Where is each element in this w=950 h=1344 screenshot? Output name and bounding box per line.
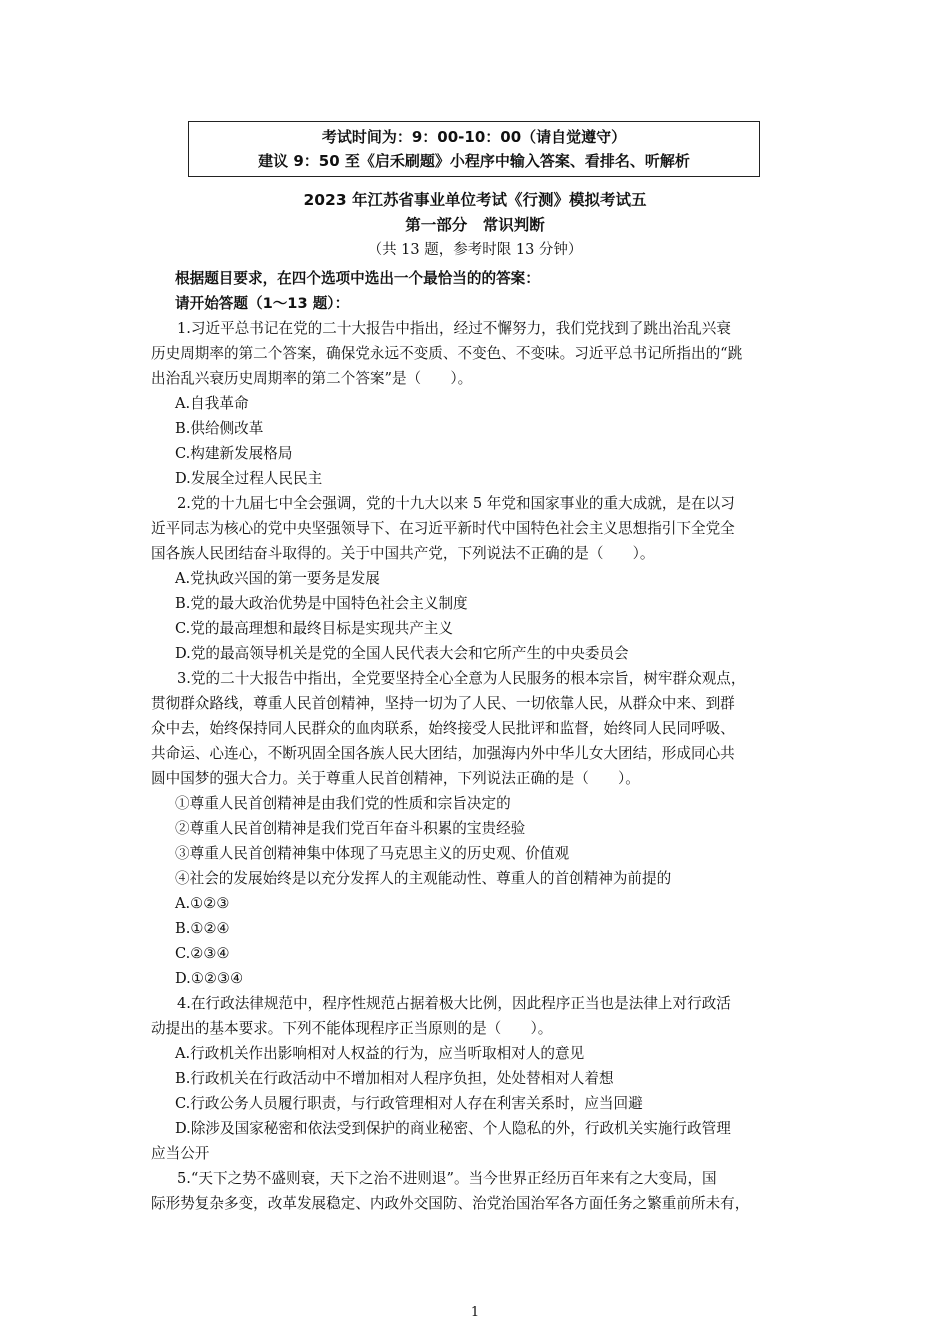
instruction-text: 根据题目要求，在四个选项中选出一个最恰当的的答案：	[175, 270, 540, 287]
q1-line-3: 出治乱兴衰历史周期率的第二个答案”是（ ）。	[151, 370, 473, 387]
q4-line-1: 4.在行政法律规范中，程序性规范占据着极大比例，因此程序正当也是法律上对行政活	[177, 995, 731, 1012]
section-heading: 第一部分 常识判断	[405, 216, 545, 234]
q3-line-2: 贯彻群众路线，尊重人民首创精神，坚持一切为了人民、一切依靠人民，从群众中来、到群	[151, 695, 735, 712]
q4-option-a: A.行政机关作出影响相对人权益的行为，应当听取相对人的意见	[175, 1045, 585, 1062]
q1-line-2: 历史周期率的第二个答案，确保党永远不变质、不变色、不变味。习近平总书记所指出的“跳	[151, 345, 743, 362]
q4-option-b: B.行政机关在行政活动中不增加相对人程序负担，处处替相对人着想	[175, 1070, 614, 1087]
q3-line-5: 圆中国梦的强大合力。关于尊重人民首创精神，下列说法正确的是（ ）。	[151, 770, 640, 787]
notice-line-1: 考试时间为：9：00-10：00（请自觉遵守）	[321, 128, 627, 146]
q1-line-1: 1.习近平总书记在党的二十大报告中指出，经过不懈努力，我们党找到了跳出治乱兴衰	[177, 320, 731, 337]
q1-option-a: A.自我革命	[175, 395, 249, 412]
q1-option-d: D.发展全过程人民民主	[175, 470, 323, 487]
q5-line-2: 际形势复杂多变，改革发展稳定、内政外交国防、治党治国治军各方面任务之繁重前所未有，	[151, 1195, 750, 1212]
exam-time-notice-box	[188, 121, 760, 177]
q1-option-c: C.构建新发展格局	[175, 445, 293, 462]
notice-line-2: 建议 9：50 至《启禾刷题》小程序中输入答案、看排名、听解析	[258, 152, 690, 170]
q5-line-1: 5.“天下之势不盛则衰，天下之治不进则退”。当今世界正经历百年来有之大变局，国	[177, 1170, 717, 1187]
q2-line-2: 近平同志为核心的党中央坚强领导下、在习近平新时代中国特色社会主义思想指引下全党全	[151, 520, 735, 537]
q3-option-c: C.②③④	[175, 945, 230, 962]
document-body	[151, 266, 815, 1216]
section-subtitle: （共 13 题，参考时限 13 分钟）	[367, 242, 583, 258]
q3-option-b: B.①②④	[175, 920, 230, 937]
q3-option-a: A.①②③	[175, 895, 230, 912]
q3-statement-3: ③尊重人民首创精神集中体现了马克思主义的历史观、价值观	[175, 845, 570, 862]
page-number: 1	[470, 1305, 480, 1320]
q2-line-3: 国各族人民团结奋斗取得的。关于中国共产党，下列说法不正确的是（ ）。	[151, 545, 655, 562]
start-text: 请开始答题（1～13 题）：	[175, 295, 350, 312]
q2-option-b: B.党的最大政治优势是中国特色社会主义制度	[175, 595, 468, 612]
q3-line-1: 3.党的二十大报告中指出，全党要坚持全心全意为人民服务的根本宗旨，树牢群众观点，	[177, 670, 746, 687]
q3-option-d: D.①②③④	[175, 970, 244, 987]
q1-option-b: B.供给侧改革	[175, 420, 264, 437]
q3-line-3: 众中去，始终保持同人民群众的血肉联系，始终接受人民批评和监督，始终同人民同呼吸、	[151, 720, 735, 737]
q3-statement-4: ④社会的发展始终是以充分发挥人的主观能动性、尊重人的首创精神为前提的	[175, 870, 672, 887]
q2-option-d: D.党的最高领导机关是党的全国人民代表大会和它所产生的中央委员会	[175, 645, 629, 662]
q4-option-c: C.行政公务人员履行职责，与行政管理相对人存在利害关系时，应当回避	[175, 1095, 643, 1112]
q3-statement-2: ②尊重人民首创精神是我们党百年奋斗积累的宝贵经验	[175, 820, 526, 837]
q2-line-1: 2.党的十九届七中全会强调，党的十九大以来 5 年党和国家事业的重大成就，是在以习	[177, 495, 735, 512]
q4-line-2: 动提出的基本要求。下列不能体现程序正当原则的是（ ）。	[151, 1020, 553, 1037]
q3-line-4: 共命运、心连心，不断巩固全国各族人民大团结，加强海内外中华儿女大团结，形成同心共	[151, 745, 735, 762]
document-title: 2023 年江苏省事业单位考试《行测》模拟考试五	[303, 191, 647, 209]
q4-option-d-line-2: 应当公开	[151, 1145, 210, 1162]
q3-statement-1: ①尊重人民首创精神是由我们党的性质和宗旨决定的	[175, 795, 511, 812]
q2-option-c: C.党的最高理想和最终目标是实现共产主义	[175, 620, 453, 637]
q4-option-d-line-1: D.除涉及国家秘密和依法受到保护的商业秘密、个人隐私的外，行政机关实施行政管理	[175, 1120, 731, 1137]
q2-option-a: A.党执政兴国的第一要务是发展	[175, 570, 380, 587]
